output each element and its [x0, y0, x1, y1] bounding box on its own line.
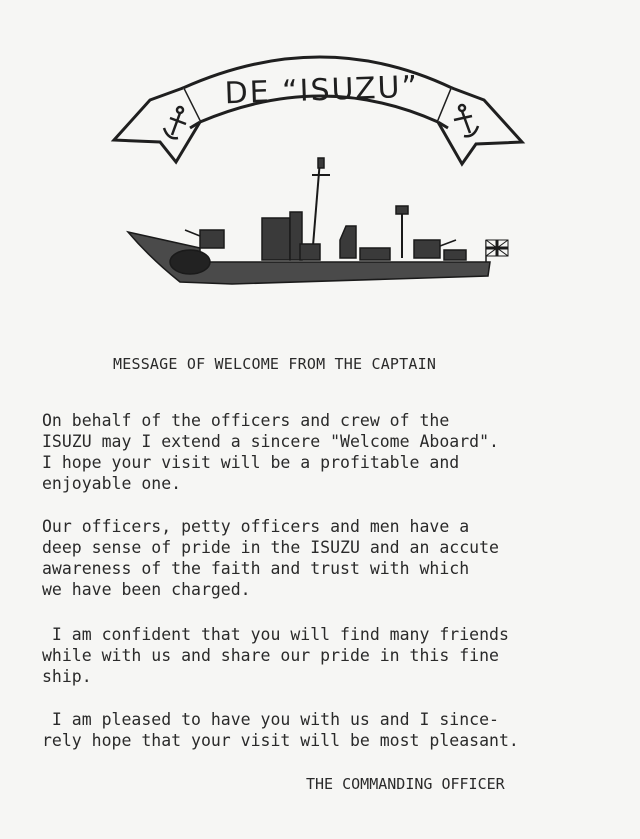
- paragraph-closing: I am pleased to have you with us and I since- rely hope that your visit will be most pleasant.: [42, 710, 519, 750]
- paragraph-pride: Our officers, petty officers and men have a deep sense of pride in the ISUZU and an accute awareness of the faith and trust with which we have been charged.: [42, 517, 499, 599]
- warship-silhouette: [128, 158, 490, 284]
- ensign-flag-icon: [486, 240, 508, 256]
- letter-heading: MESSAGE OF WELCOME FROM THE CAPTAIN: [113, 355, 437, 373]
- signature: THE COMMANDING OFFICER: [306, 775, 505, 793]
- paragraph-welcome: On behalf of the officers and crew of the ISUZU may I extend a sincere "Welcome Aboard". I hope your visit will be a profitable and enjoyable one.: [42, 411, 499, 493]
- ship-emblem: [0, 0, 640, 300]
- paragraph-friends: I am confident that you will find many friends while with us and share our pride in this fine ship.: [42, 625, 509, 686]
- banner-title: DE “ISUZU”: [224, 69, 420, 112]
